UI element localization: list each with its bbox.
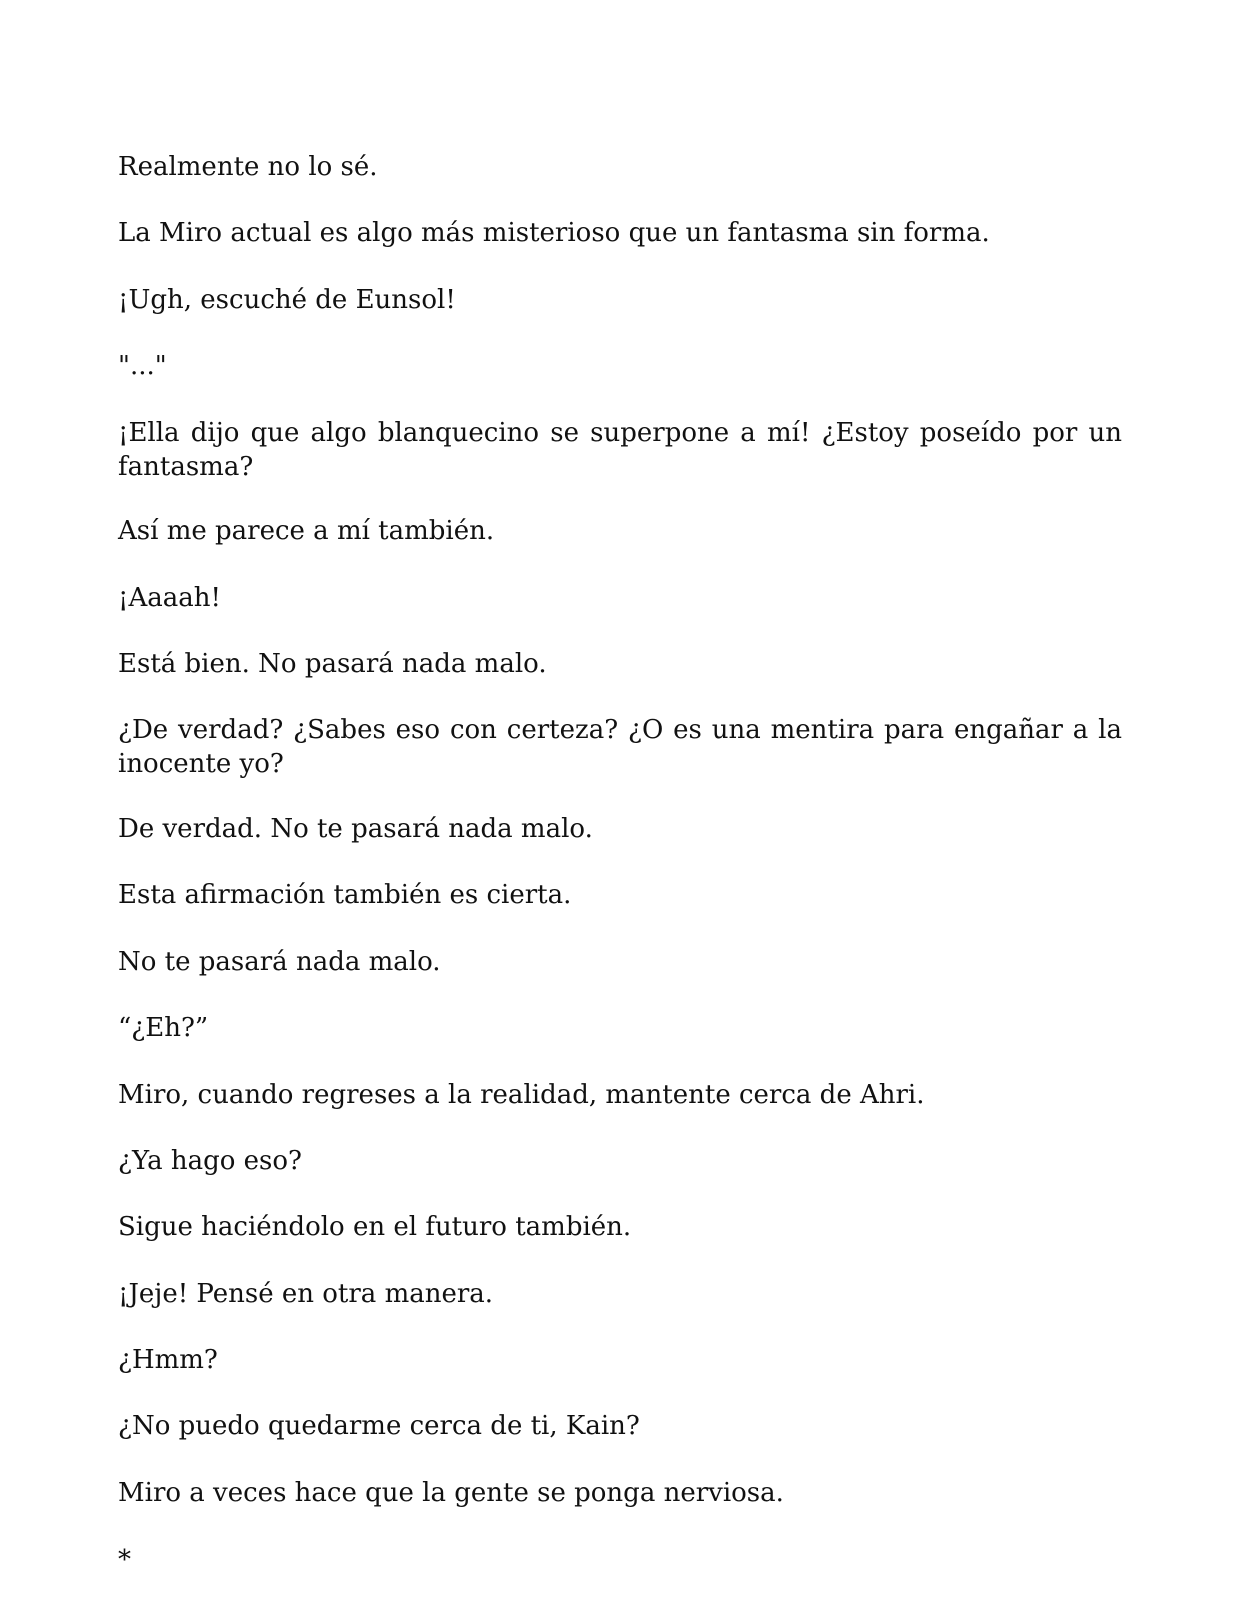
paragraph: De verdad. No te pasará nada malo.: [118, 814, 593, 844]
paragraph: Está bien. No pasará nada malo.: [118, 649, 547, 679]
paragraph: ¿De verdad? ¿Sabes eso con certeza? ¿O es una mentira para engañar a la inocente yo?: [118, 715, 1122, 779]
paragraph: Miro a veces hace que la gente se ponga nerviosa.: [118, 1478, 784, 1508]
paragraph: Sigue haciéndolo en el futuro también.: [118, 1212, 632, 1242]
paragraph: ¡Aaaah!: [118, 583, 221, 613]
paragraph: No te pasará nada malo.: [118, 947, 441, 977]
paragraph: ¿No puedo quedarme cerca de ti, Kain?: [118, 1411, 640, 1441]
paragraph: “¿Eh?”: [118, 1013, 209, 1043]
paragraph: ¿Ya hago eso?: [118, 1146, 302, 1176]
paragraph: ¿Hmm?: [118, 1345, 218, 1375]
paragraph: Realmente no lo sé.: [118, 152, 378, 182]
paragraph: Miro, cuando regreses a la realidad, mantente cerca de Ahri.: [118, 1080, 925, 1110]
paragraph: Esta afirmación también es cierta.: [118, 880, 572, 910]
paragraph: "...": [118, 351, 167, 381]
paragraph: ¡Ella dijo que algo blanquecino se superpone a mí! ¿Estoy poseído por un fantasma?: [118, 418, 1122, 482]
paragraph: ¡Jeje! Pensé en otra manera.: [118, 1279, 494, 1309]
paragraph: ¡Ugh, escuché de Eunsol!: [118, 285, 456, 315]
section-break-asterisk: *: [118, 1545, 131, 1575]
paragraph: Así me parece a mí también.: [118, 516, 495, 546]
paragraph: La Miro actual es algo más misterioso que un fantasma sin forma.: [118, 218, 990, 248]
